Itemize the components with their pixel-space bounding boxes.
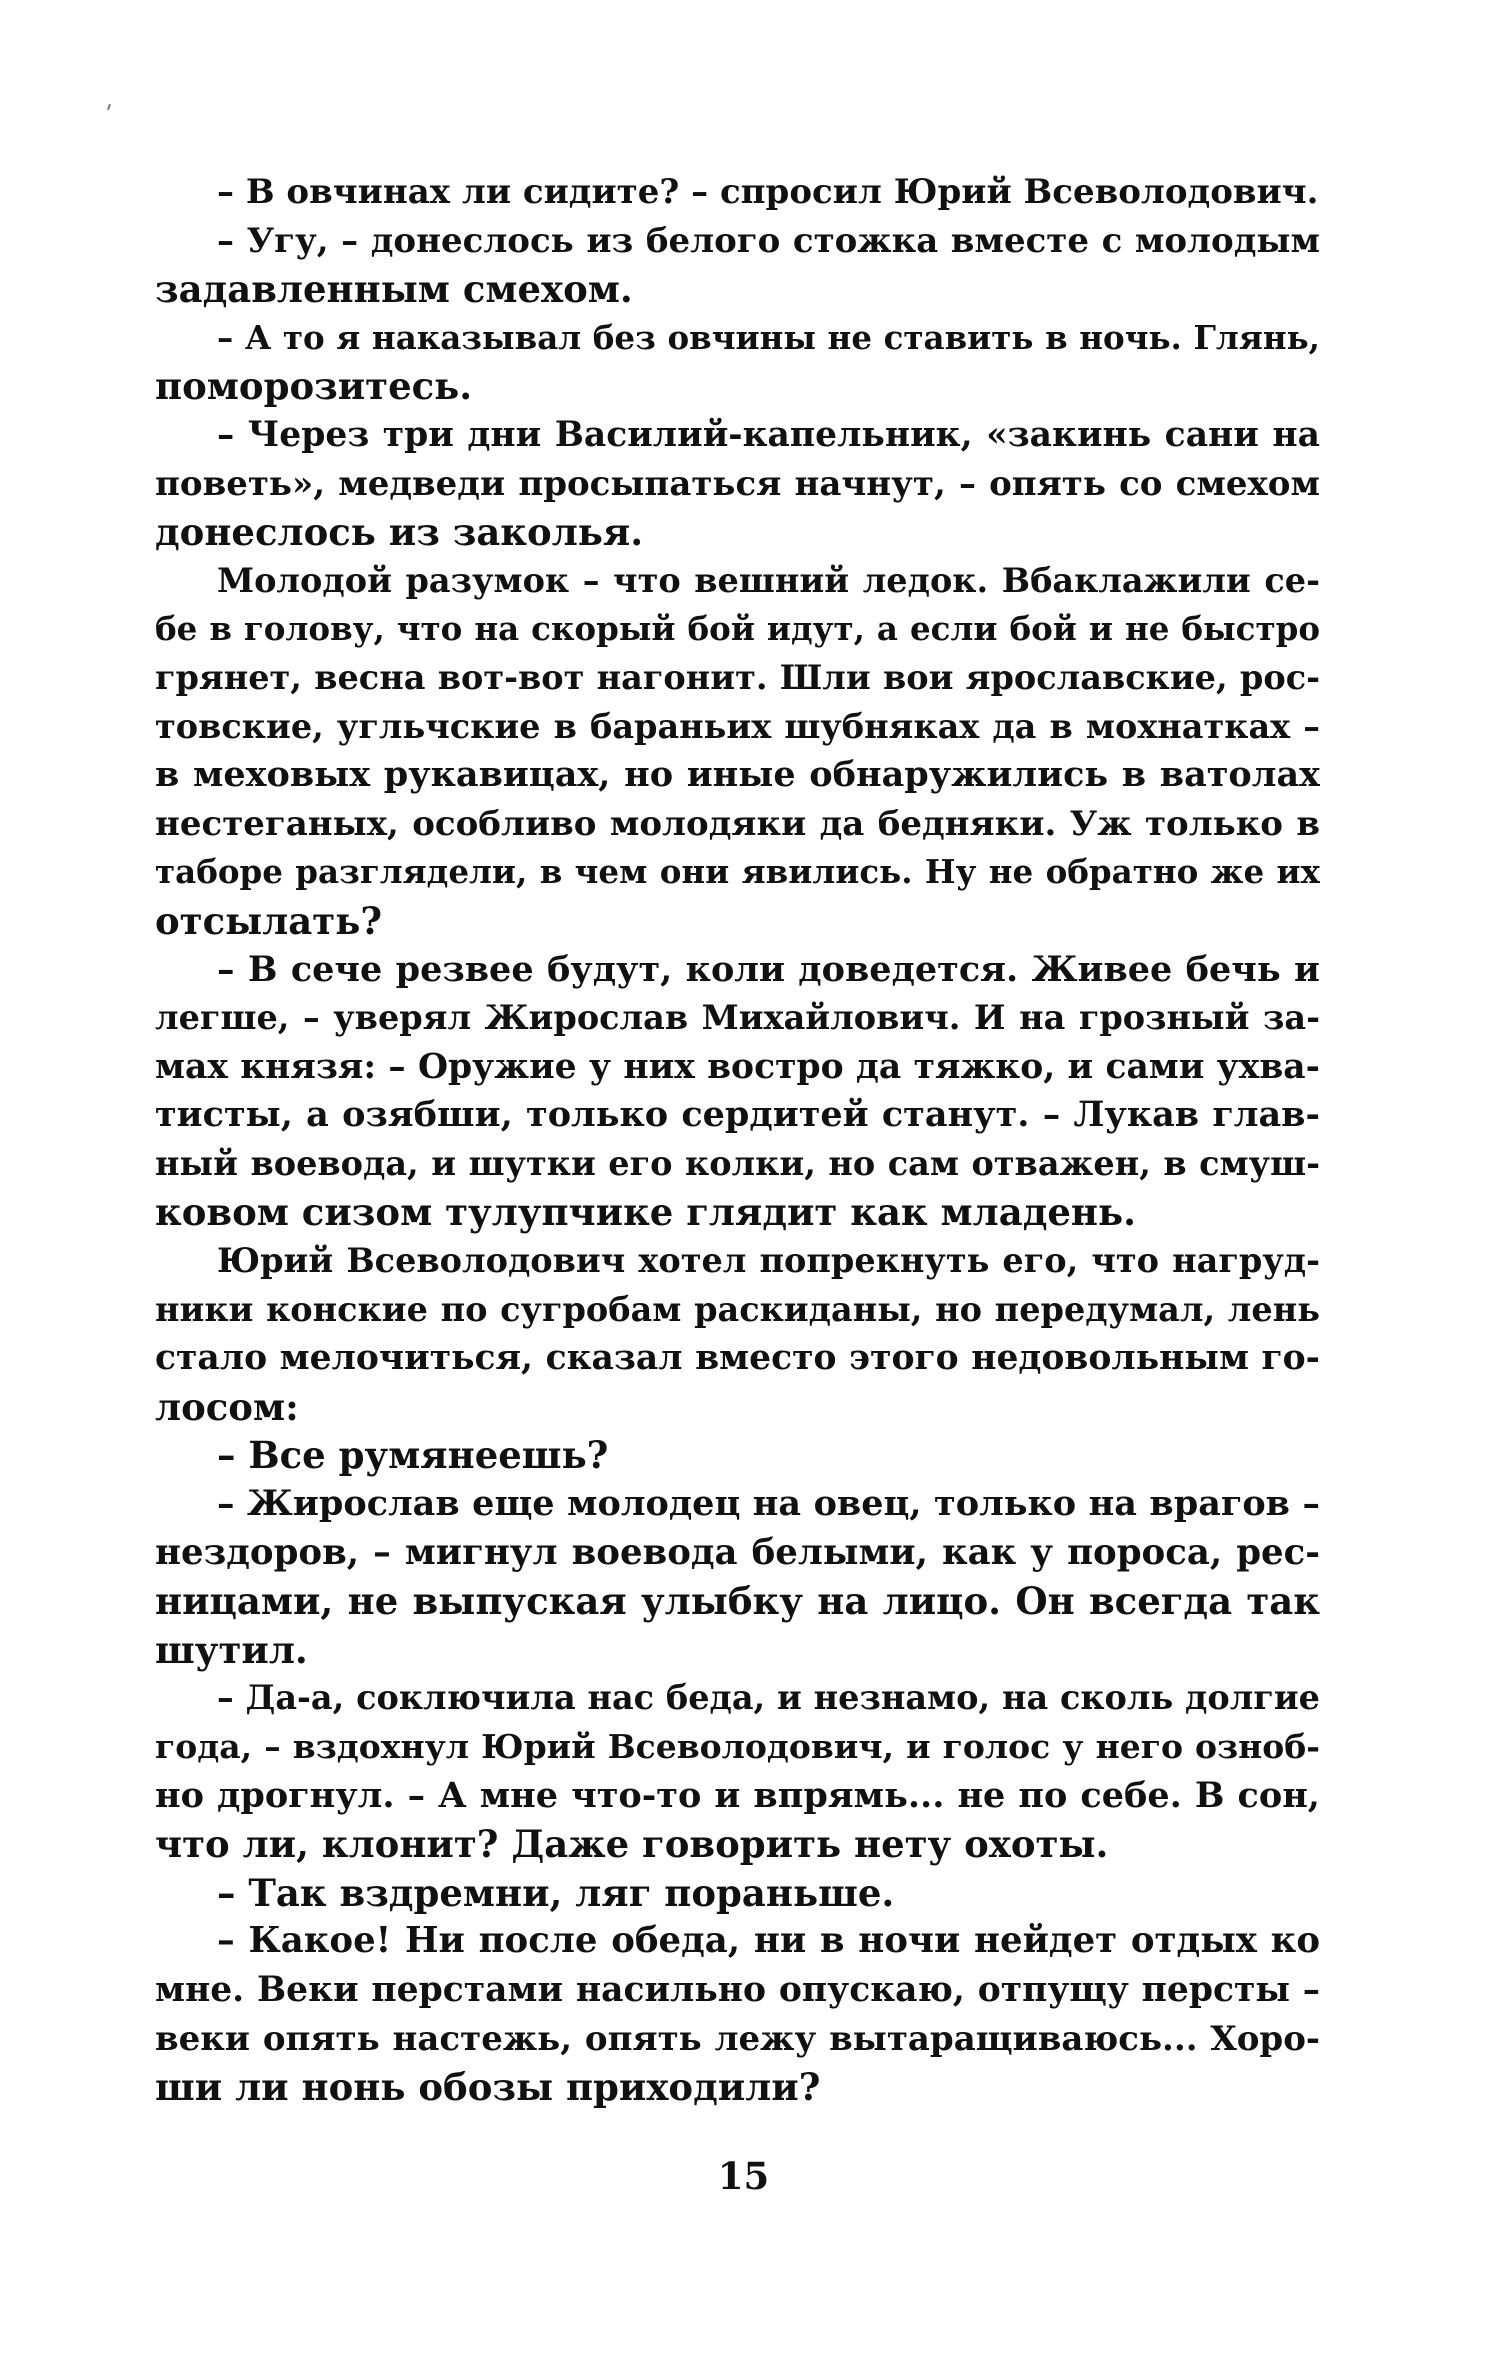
text-line: нестеганых, особливо молодяки да бедняки. Уж только в — [155, 803, 1320, 844]
text-line: мах князя: – Оружие у них востро да тяжко, и сами ухва- — [155, 1046, 1320, 1087]
text-line: грянет, весна вот-вот нагонит. Шли вои ярославские, рос- — [155, 657, 1320, 697]
text-line: легше, – уверял Жирослав Михайлович. И на грозный за- — [155, 998, 1320, 1038]
text-line: ковом сизом тулупчике глядит как младень. — [155, 1190, 1137, 1235]
text-line: поветь», медведи просыпаться начнут, – опять со смехом — [155, 463, 1320, 504]
text-line: таборе разглядели, в чем они явились. Ну не обратно же их — [155, 852, 1320, 892]
text-line: Молодой разумок – что вешний ледок. Вбаклажили се- — [217, 560, 1320, 600]
text-line: – Какое! Ни после обеда, ни в ночи нейдет отдых ко — [217, 1920, 1320, 1962]
text-line: – А то я наказывал без овчины не ставить в ночь. Глянь, — [217, 317, 1320, 357]
text-line: веки опять настежь, опять лежу вытаращиваюсь... Хоро- — [155, 2018, 1320, 2059]
text-line: ный воевода, и шутки его колки, но сам отважен, в смуш- — [155, 1143, 1320, 1183]
text-line: – Все румянеешь? — [217, 1433, 609, 1478]
text-line: – Через три дни Василий-капельник, «закинь сани на — [217, 414, 1320, 455]
text-line: что ли, клонит? Даже говорить нету охоты. — [155, 1822, 1109, 1867]
text-line: товские, угльчские в бараньих шубняках да в мохнатках – — [155, 706, 1320, 746]
text-line: шутил. — [155, 1627, 308, 1672]
text-line: мне. Веки перстами насильно опускаю, отпущу персты – — [155, 1969, 1320, 2010]
text-line: ницами, не выпуская улыбку на лицо. Он всегда так — [155, 1579, 1320, 1624]
text-line: поморозитесь. — [155, 364, 473, 409]
text-line: – Так вздремни, ляг пораньше. — [217, 1870, 895, 1915]
text-line: донеслось из заколья. — [155, 510, 644, 555]
page-number: 15 — [717, 2154, 770, 2198]
text-line: но дрогнул. – А мне что-то и впрямь... не по себе. В сон, — [155, 1774, 1320, 1816]
text-line: Юрий Всеволодович хотел попрекнуть его, что нагруд- — [217, 1241, 1320, 1281]
text-line: года, – вздохнул Юрий Всеволодович, и голос у него озноб- — [155, 1727, 1320, 1766]
text-line: бе в голову, что на скорый бой идут, а если бой и не быстро — [155, 609, 1320, 649]
text-line: ники конские по сугробам раскиданы, но передумал, лень — [155, 1289, 1320, 1329]
text-line: – Да-а, соключила нас беда, и незнамо, на сколь долгие — [217, 1678, 1320, 1718]
text-line: лосом: — [155, 1384, 299, 1429]
text-line: нездоров, – мигнул воевода белыми, как у пороса, рес- — [155, 1531, 1320, 1573]
text-line: ши ли нонь обозы приходили? — [155, 2065, 821, 2110]
scan-speck — [107, 104, 111, 110]
text-line: тисты, а озябши, только сердитей станут. – Лукав глав- — [155, 1094, 1320, 1136]
text-line: – Жирослав еще молодец на овец, только на врагов – — [217, 1483, 1320, 1525]
text-line: отсылать? — [155, 898, 383, 943]
text-line: – Угу, – донеслось из белого стожка вместе с молодым — [217, 220, 1320, 261]
text-line: задавленным смехом. — [155, 267, 633, 312]
text-line: в меховых рукавицах, но иные обнаружились в ватолах — [155, 754, 1320, 796]
text-line: – В овчинах ли сидите? – спросил Юрий Всеволодович. — [217, 172, 1319, 212]
text-line: – В сече резвее будут, коли доведется. Живее бечь и — [217, 948, 1320, 990]
body-text — [155, 168, 1320, 2112]
text-line: стало мелочиться, сказал вместо этого недовольным го- — [155, 1338, 1320, 1379]
